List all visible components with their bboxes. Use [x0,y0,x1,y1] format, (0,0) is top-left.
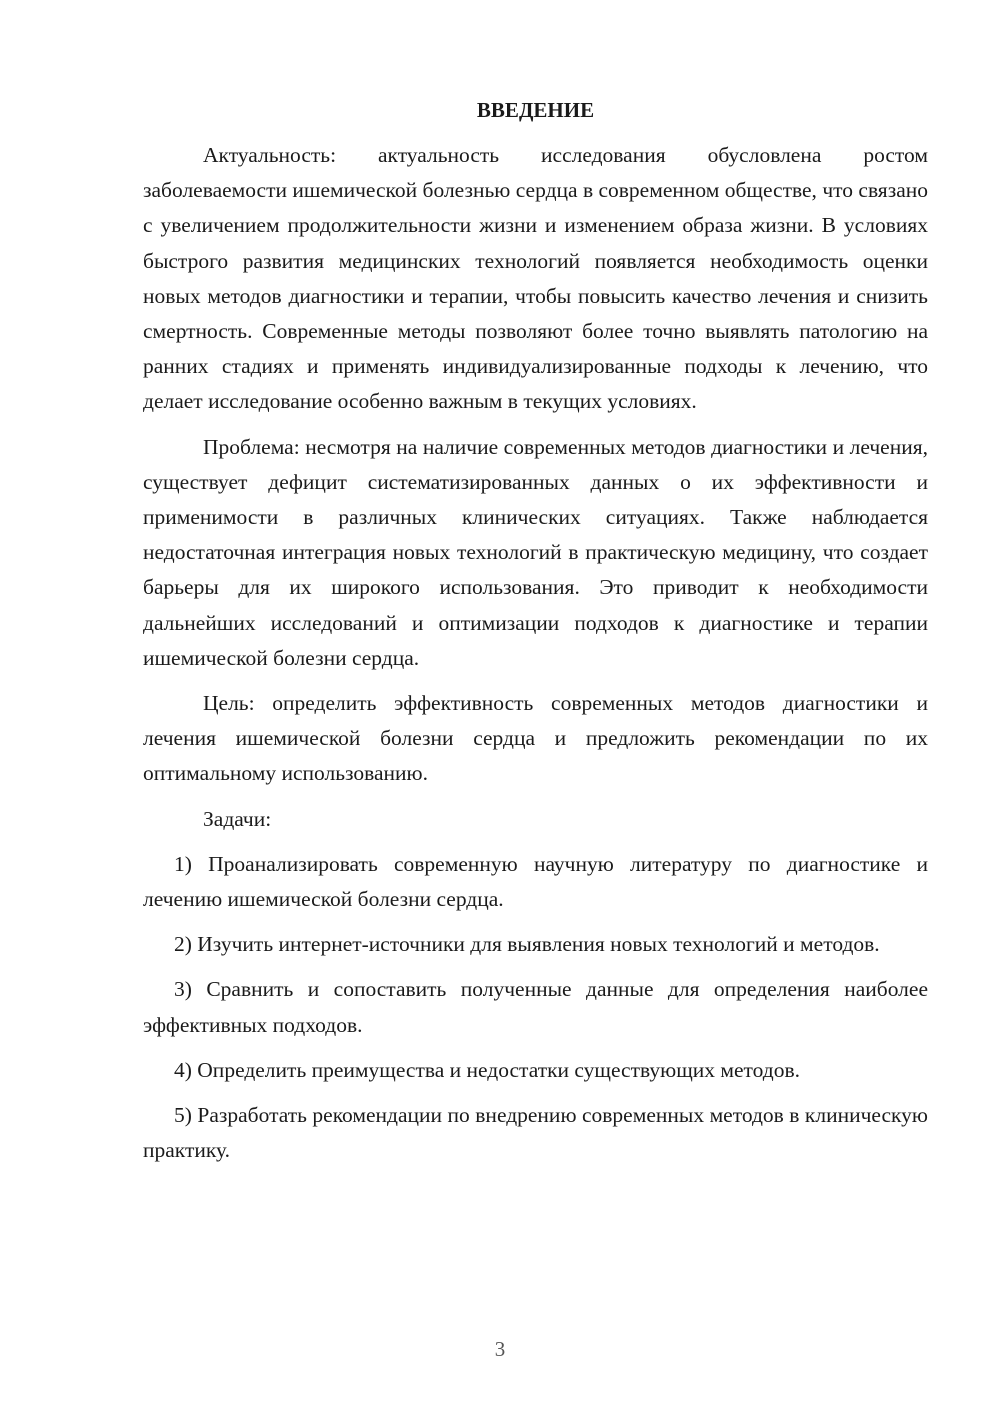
task-item: 5) Разработать рекомендации по внедрению современных методов в клиническую практику. [143,1103,928,1163]
task-item: 1) Проанализировать современную научную литературу по диагностике и лечению ишемической болезни сердца. [143,851,928,912]
section-title: ВВЕДЕНИЕ [476,98,595,122]
tasks-heading: Задачи: [203,806,272,831]
paragraph-relevance: Актуальность: актуальность исследования обусловлена ростом заболеваемости ишемической болезнью сердца в современном обществе, что связано с увеличением продолжительности жизни и изменением образа жизни. В условиях быстрого развития медицинских технологий появляется необходимость оценки новых методов диагностики и терапии, чтобы повысить качество лечения и снизить смертность. Современные методы позволяют более точно выявлять патологию на ранних стадиях и применять индивидуализированные подходы к лечению, что делает исследование особенно важным в текущих условиях. [143,143,928,414]
task-item: 3) Сравнить и сопоставить полученные данные для определения наиболее эффективных подходов. [143,977,928,1037]
document-page [143,95,928,1178]
task-item: 2) Изучить интернет-источники для выявления новых технологий и методов. [174,932,880,957]
paragraph-goal: Цель: определить эффективность современных методов диагностики и лечения ишемической болезни сердца и предложить рекомендации по их оптимальному использованию. [143,691,928,786]
task-item: 4) Определить преимущества и недостатки существующих методов. [174,1057,801,1082]
paragraph-problem: Проблема: несмотря на наличие современных методов диагностики и лечения, существует дефицит систематизированных данных о их эффективности и применимости в различных клинических ситуациях. Также наблюдается недостаточная интеграция новых технологий в практическую медицину, что создает барьеры для их широкого использования. Это приводит к необходимости дальнейших исследований и оптимизации подходов к диагностике и терапии ишемической болезни сердца. [143,434,928,670]
page-number: 3 [494,1337,506,1361]
